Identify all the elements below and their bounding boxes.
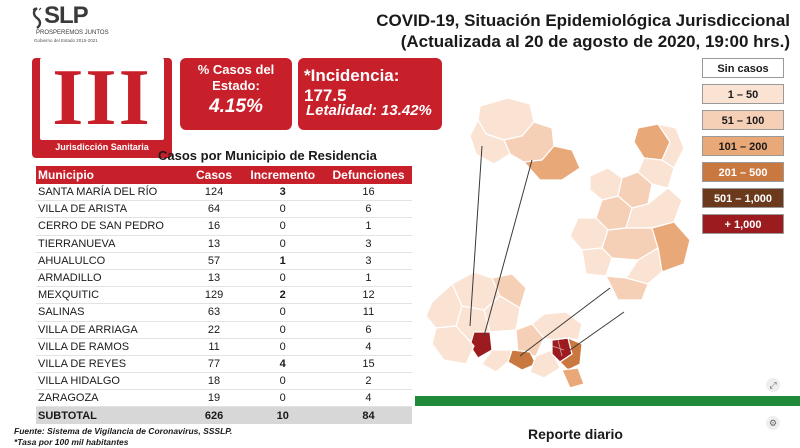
percent-label-line1: % Casos del (197, 62, 275, 77)
title-line-1: COVID-19, Situación Epidemiológica Jurisdiccional (376, 11, 790, 30)
cell-municipio: VILLA DE RAMOS (36, 338, 188, 355)
cell-defunciones: 3 (325, 235, 412, 252)
cell-incremento: 0 (240, 390, 325, 407)
subtotal-row (36, 407, 412, 424)
cell-casos: 16 (188, 218, 241, 235)
cell-defunciones: 2 (325, 373, 412, 390)
table-header-row (36, 166, 412, 184)
cell-municipio: ZARAGOZA (36, 390, 188, 407)
header-incremento: Incremento (240, 166, 325, 184)
cell-defunciones: 4 (325, 390, 412, 407)
cell-casos: 22 (188, 321, 241, 338)
legend-item-201-500: 201 – 500 (702, 162, 784, 182)
cell-casos: 11 (188, 338, 241, 355)
cell-incremento: 0 (240, 269, 325, 286)
header-casos: Casos (188, 166, 241, 184)
page-title (376, 10, 790, 52)
subtotal-label: SUBTOTAL (36, 407, 188, 424)
table-row (36, 321, 412, 338)
report-label: Reporte diario (528, 426, 623, 442)
cell-municipio: CERRO DE SAN PEDRO (36, 218, 188, 235)
cell-municipio: ARMADILLO (36, 269, 188, 286)
cell-incremento: 0 (240, 321, 325, 338)
cell-incremento: 2 (240, 287, 325, 304)
cell-casos: 77 (188, 355, 241, 372)
cell-incremento: 0 (240, 235, 325, 252)
table-row (36, 390, 412, 407)
table-row (36, 252, 412, 269)
cell-defunciones: 15 (325, 355, 412, 372)
cell-defunciones: 3 (325, 252, 412, 269)
legend-item-sin-casos: Sin casos (702, 58, 784, 78)
green-divider-bar (415, 396, 800, 406)
cell-casos: 18 (188, 373, 241, 390)
cell-defunciones: 1 (325, 218, 412, 235)
cell-incremento: 0 (240, 304, 325, 321)
table-row (36, 269, 412, 286)
table-row (36, 304, 412, 321)
percent-label-line2: Estado: (212, 78, 260, 93)
incidence-text: *Incidencia: 177.5 (304, 66, 400, 105)
footnote-source: Fuente: Sistema de Vigilancia de Coronavirus, SSSLP. (14, 426, 233, 436)
table-row (36, 235, 412, 252)
state-map (412, 88, 702, 393)
title-line-2: (Actualizada al 20 de agosto de 2020, 19:00 hrs.) (400, 32, 790, 51)
cell-defunciones: 11 (325, 304, 412, 321)
settings-icon[interactable]: ⚙ (766, 416, 780, 430)
cell-casos: 19 (188, 390, 241, 407)
logo-subtitle: Gobierno del Estado 2015-2021 (34, 38, 98, 43)
cell-incremento: 4 (240, 355, 325, 372)
header-municipio: Municipio (36, 166, 188, 184)
legend-item-1-50: 1 – 50 (702, 84, 784, 104)
table-title: Casos por Municipio de Residencia (158, 148, 377, 163)
table-row (36, 338, 412, 355)
cell-municipio: VILLA HIDALGO (36, 373, 188, 390)
cell-incremento: 0 (240, 373, 325, 390)
cell-municipio: VILLA DE REYES (36, 355, 188, 372)
lethality-text: Letalidad: 13.42% (306, 102, 432, 119)
cell-incremento: 1 (240, 252, 325, 269)
cell-defunciones: 12 (325, 287, 412, 304)
cell-casos: 13 (188, 269, 241, 286)
map-region-east-1 (590, 168, 622, 200)
logo-tagline: PROSPEREMOS JUNTOS (36, 30, 109, 36)
cell-casos: 57 (188, 252, 241, 269)
jurisdiction-label: Jurisdicción Sanitaria (55, 142, 149, 152)
table-row (36, 287, 412, 304)
map-region-west-11 (562, 368, 584, 388)
cell-municipio: SANTA MARÍA DEL RÍO (36, 184, 188, 201)
cases-table (36, 166, 412, 424)
logo-name: SLP (44, 2, 88, 29)
cell-incremento: 0 (240, 201, 325, 218)
cell-incremento: 3 (240, 184, 325, 201)
table-row (36, 201, 412, 218)
cell-defunciones: 6 (325, 201, 412, 218)
cell-casos: 129 (188, 287, 241, 304)
percent-cases-box (180, 58, 292, 130)
table-row (36, 355, 412, 372)
cell-municipio: AHUALULCO (36, 252, 188, 269)
cell-municipio: VILLA DE ARRIAGA (36, 321, 188, 338)
subtotal-defunciones: 84 (325, 407, 412, 424)
cell-casos: 124 (188, 184, 241, 201)
table-row (36, 218, 412, 235)
cell-defunciones: 16 (325, 184, 412, 201)
cell-municipio: SALINAS (36, 304, 188, 321)
cell-defunciones: 4 (325, 338, 412, 355)
legend-item-501-1000: 501 – 1,000 (702, 188, 784, 208)
cell-municipio: VILLA DE ARISTA (36, 201, 188, 218)
legend-item-51-100: 51 – 100 (702, 110, 784, 130)
subtotal-casos: 626 (188, 407, 241, 424)
legend-item-1000-plus: + 1,000 (702, 214, 784, 234)
cell-casos: 64 (188, 201, 241, 218)
legend-item-101-200: 101 – 200 (702, 136, 784, 156)
percent-value: 4.15% (209, 96, 263, 117)
expand-icon[interactable]: ⤢ (766, 378, 780, 392)
cell-defunciones: 1 (325, 269, 412, 286)
subtotal-incremento: 10 (240, 407, 325, 424)
cell-defunciones: 6 (325, 321, 412, 338)
footnote-rate: *Tasa por 100 mil habitantes (14, 437, 129, 447)
cell-incremento: 0 (240, 338, 325, 355)
cell-municipio: TIERRANUEVA (36, 235, 188, 252)
slp-logo-mark-icon (30, 7, 44, 29)
header-defunciones: Defunciones (325, 166, 412, 184)
cell-casos: 13 (188, 235, 241, 252)
cell-casos: 63 (188, 304, 241, 321)
jurisdiction-number: III (52, 54, 152, 142)
cell-incremento: 0 (240, 218, 325, 235)
table-row (36, 373, 412, 390)
table-row (36, 184, 412, 201)
cell-municipio: MEXQUITIC (36, 287, 188, 304)
